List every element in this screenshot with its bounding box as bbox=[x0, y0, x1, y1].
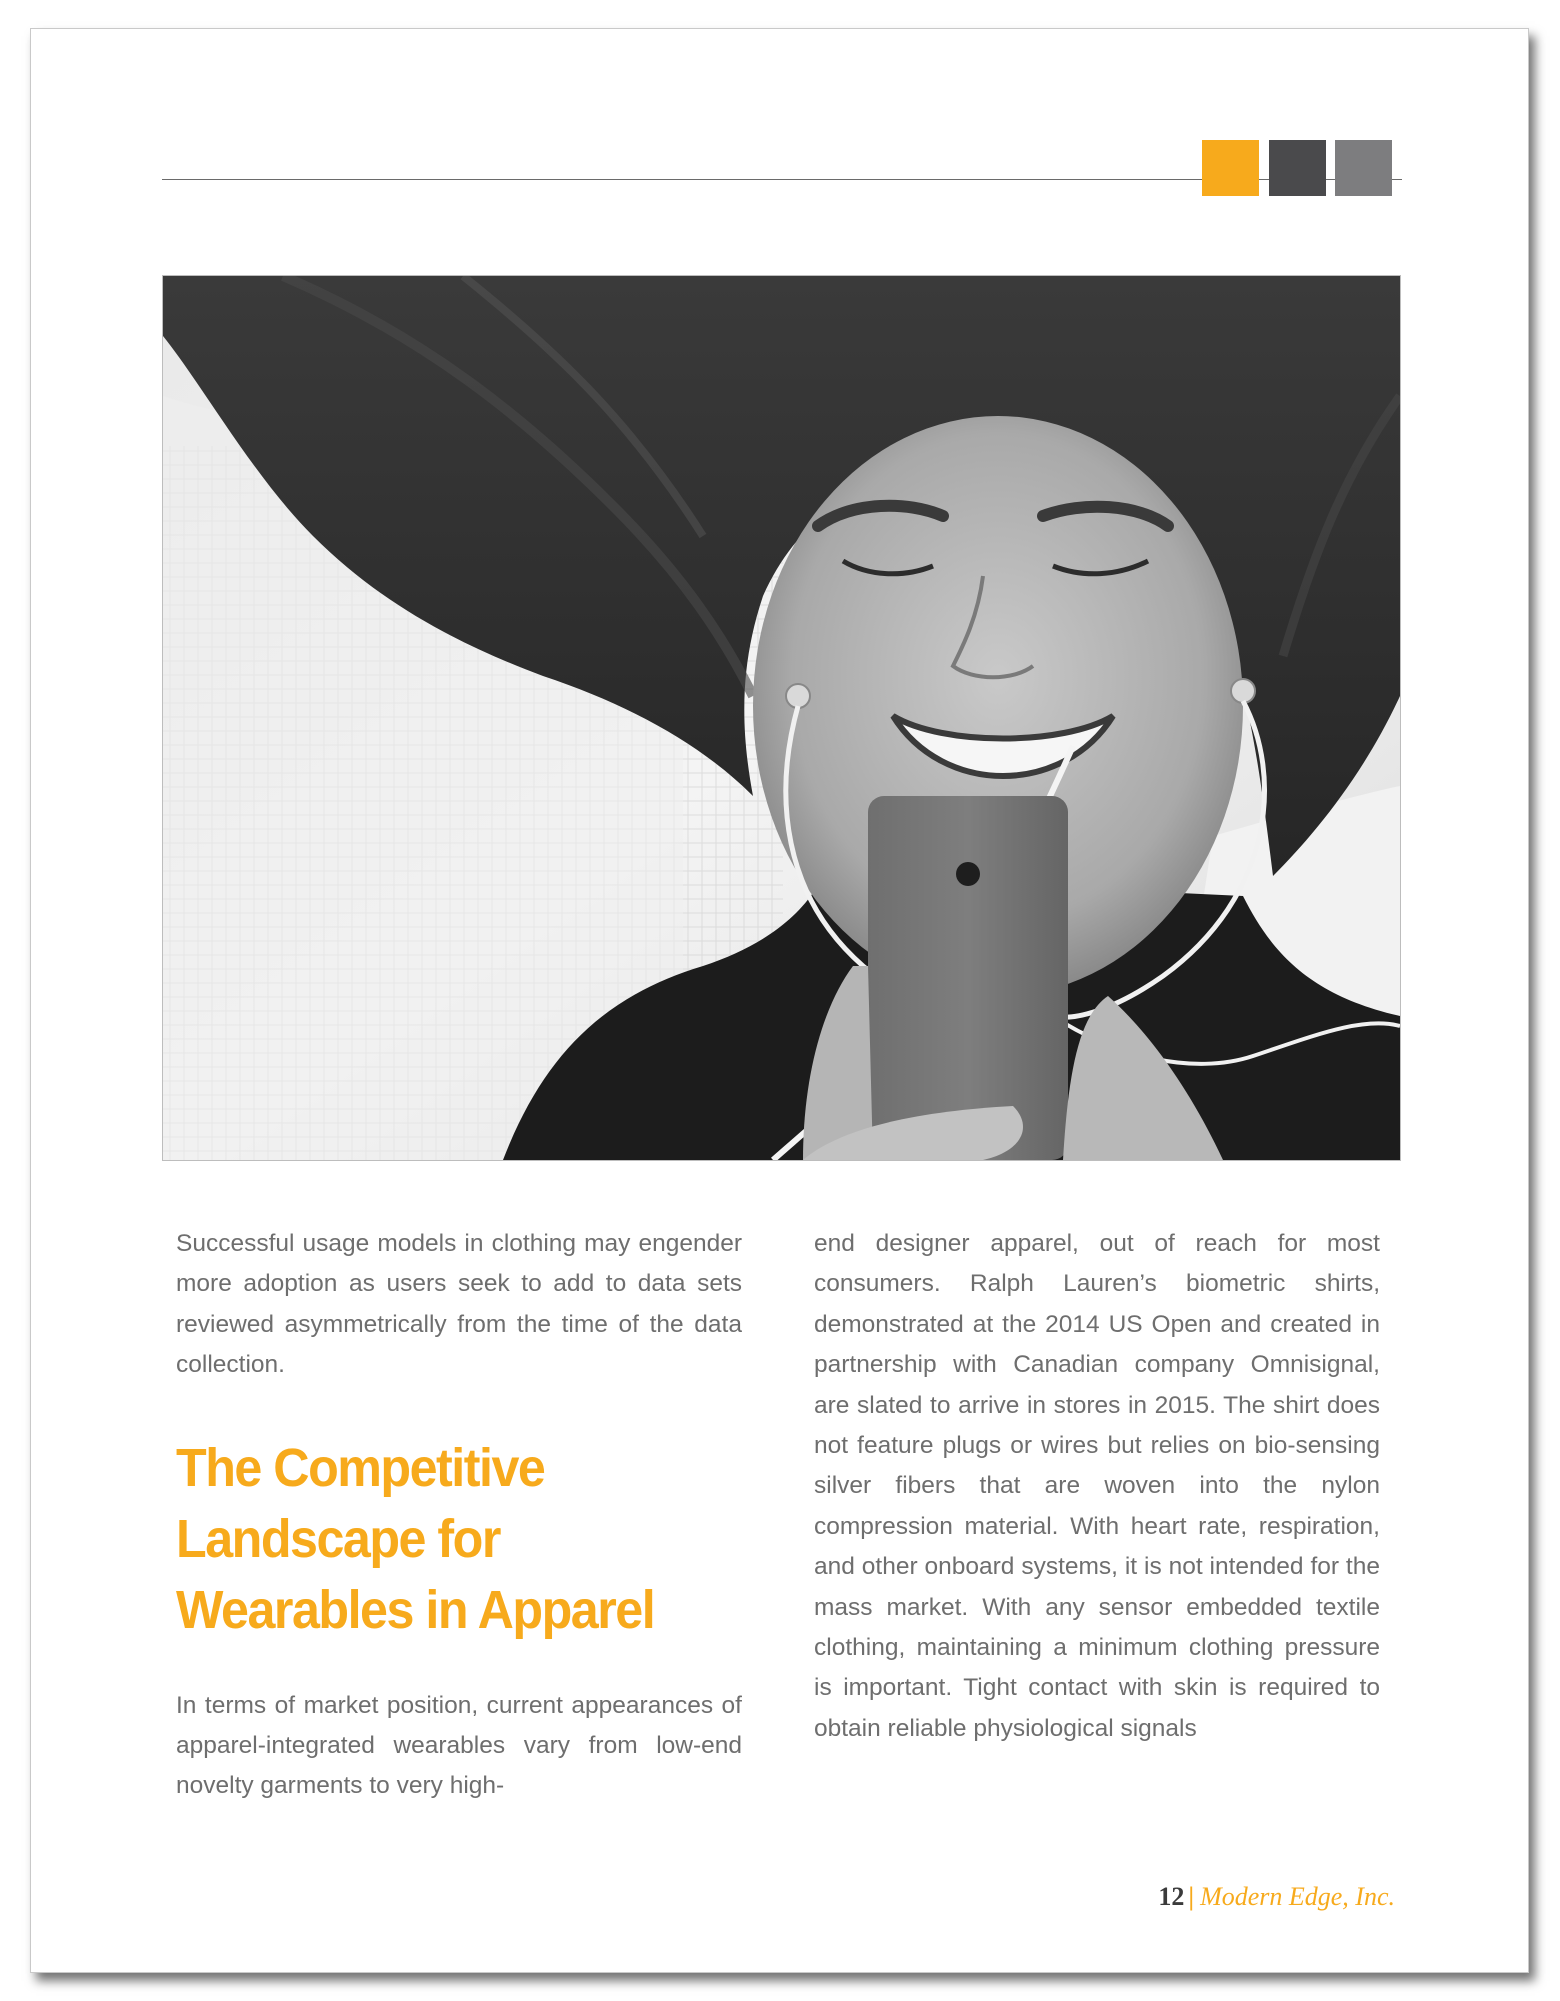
company-name: Modern Edge, Inc. bbox=[1200, 1882, 1395, 1911]
accent-square-dark-gray bbox=[1269, 140, 1326, 196]
heading-line-1: The Competitive bbox=[176, 1437, 545, 1498]
heading-line-2: Landscape for bbox=[176, 1508, 500, 1569]
designer-apparel-paragraph: end designer apparel, out of reach for most consumers. Ralph Lauren’s biometric shirts, demonstrated at the 2014 US Open and created in partnership with Canadian company Omnisignal, are slated to arrive in stores in 2015. The shirt does not feature plugs or wires but relies on bio-sensing silver fibers that are woven into the nylon compression material. With heart rate, respiration, and other onboard systems, it is not intended for the mass market. With any sensor embedded textile clothing, maintaining a minimum clothing pressure is important. Tight contact with skin is required to obtain reliable physiological signals bbox=[814, 1230, 1380, 1742]
accent-square-gray bbox=[1335, 140, 1392, 196]
document-page bbox=[30, 28, 1529, 1973]
intro-paragraph: Successful usage models in clothing may engender more adoption as users seek to add to data sets reviewed asymmetrically from the time of the data collection. bbox=[176, 1230, 742, 1379]
footer-separator: | bbox=[1188, 1882, 1195, 1911]
photo-illustration bbox=[163, 276, 1400, 1160]
heading-line-3: Wearables in Apparel bbox=[176, 1579, 655, 1640]
page-footer bbox=[1158, 1882, 1395, 1912]
accent-square-orange bbox=[1202, 140, 1259, 196]
section-heading bbox=[176, 1433, 702, 1646]
hero-photo bbox=[162, 275, 1401, 1161]
page-number: 12 bbox=[1158, 1882, 1185, 1911]
right-column bbox=[814, 1224, 1380, 1749]
market-position-paragraph: In terms of market position, current appearances of apparel-integrated wearables vary from low-end novelty garments to very high- bbox=[176, 1691, 742, 1800]
left-column bbox=[176, 1224, 742, 1807]
